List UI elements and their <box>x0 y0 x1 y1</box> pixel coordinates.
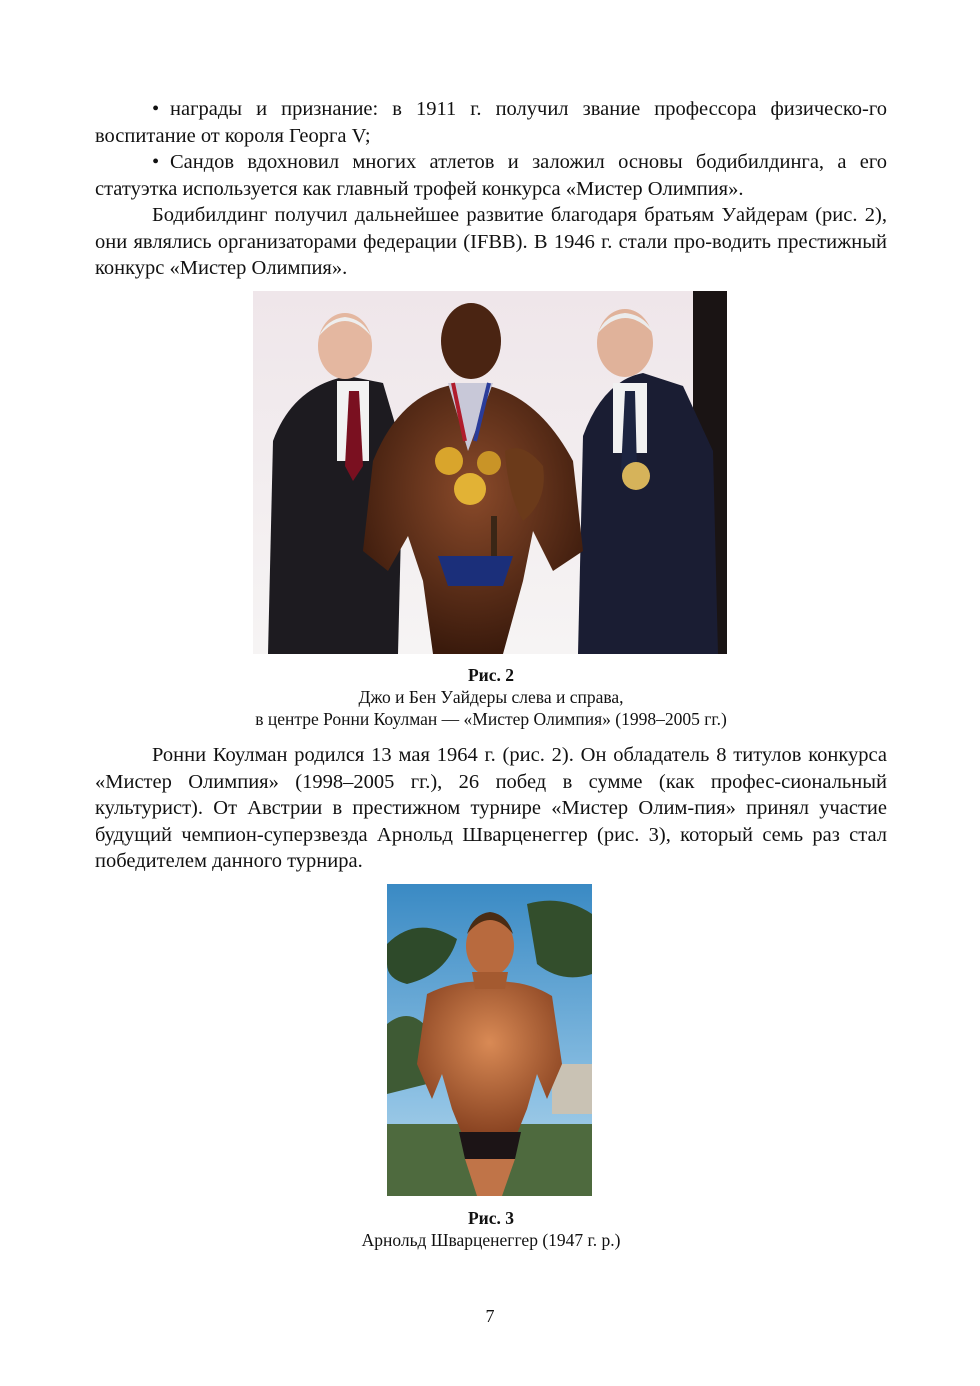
bullet-item-sandow <box>95 149 887 202</box>
bullet-icon: • <box>152 151 160 173</box>
figure-3-label: Рис. 3 <box>467 1208 515 1228</box>
middle-text-block <box>95 742 887 875</box>
paragraph-coleman: Ронни Коулман родился 13 мая 1964 г. (рис. 2). Он обладатель 8 титулов конкурса «Мистер Олимпия» (1998–2005 гг.), 26 побед в сумме (как профес-сиональный культурист). От Австрии в престижном турнире «Мистер Олим-пия» принял участие будущий чемпион-суперзвезда Арнольд Шварценеггер (рис. 3), который семь раз стал победителем данного турнира. <box>95 744 887 872</box>
paragraph-weiders: Бодибилдинг получил дальнейшее развитие благодаря братьям Уайдерам (рис. 2), они являлись организаторами федерации (IFBB). В 1946 г. стали про-водить престижный конкурс «Мистер Олимпия». <box>95 204 887 279</box>
figure-3-caption <box>95 1207 887 1251</box>
top-text-block <box>95 96 887 282</box>
bullet-icon: • <box>152 98 160 120</box>
figure-2-caption <box>95 664 887 730</box>
bullet-item-awards <box>95 96 887 149</box>
figure-2-caption-line1: Джо и Бен Уайдеры слева и справа, <box>358 687 624 707</box>
figure-3-caption-text: Арнольд Шварценеггер (1947 г. р.) <box>361 1230 621 1250</box>
figure-3-photo <box>387 884 592 1196</box>
figure-2-photo <box>253 291 727 654</box>
figure-2-caption-line2: в центре Ронни Коулман — «Мистер Олимпия» (1998–2005 гг.) <box>255 709 727 729</box>
page-number: 7 <box>485 1306 495 1326</box>
bullet-text: награды и признание: в 1911 г. получил звание профессора физическо-го воспитание от короля Георга V; <box>95 98 887 147</box>
bullet-text: Сандов вдохновил многих атлетов и заложил основы бодибилдинга, а его статуэтка используется как главный трофей конкурса «Мистер Олимпия». <box>95 151 887 200</box>
figure-2-label: Рис. 2 <box>467 665 515 685</box>
